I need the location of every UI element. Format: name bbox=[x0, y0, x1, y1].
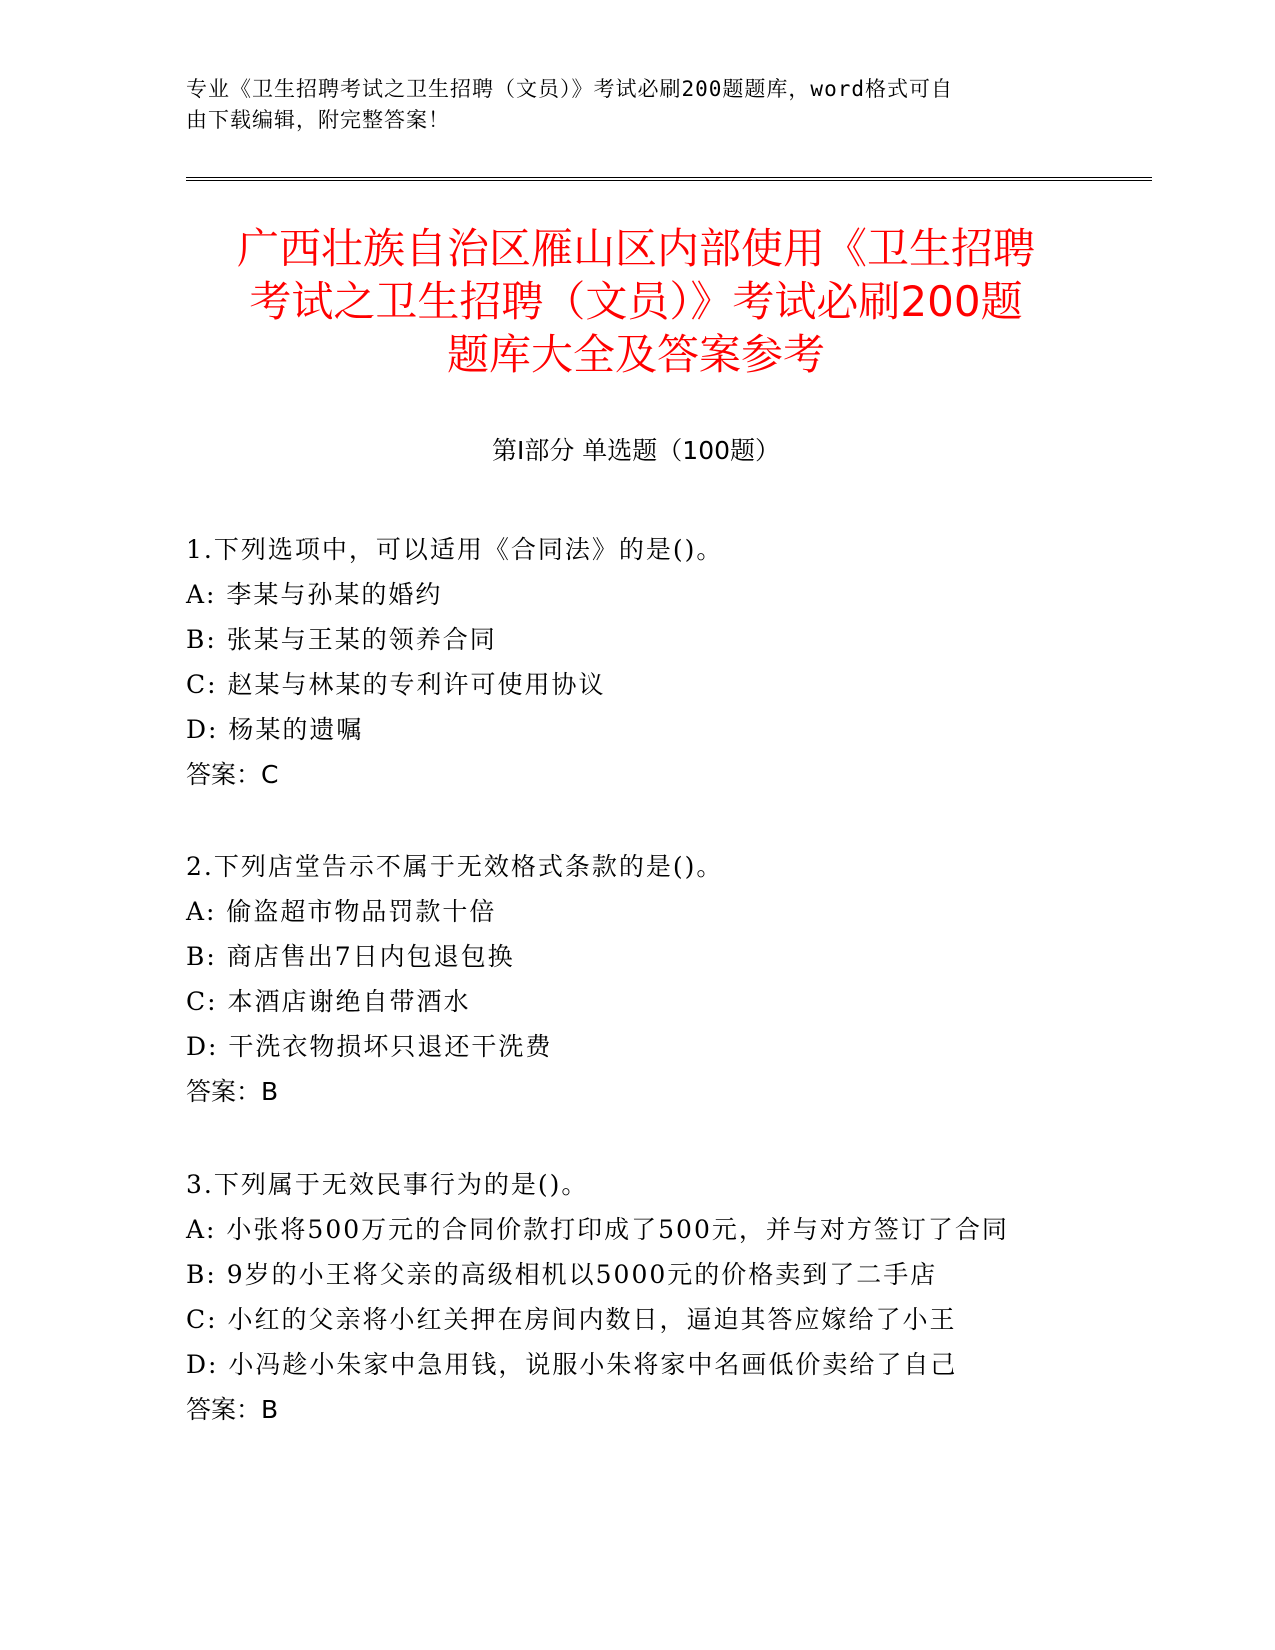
option-d: D: 杨某的遗嘱 bbox=[186, 715, 364, 744]
header-rule-top bbox=[186, 177, 1152, 178]
option-a: A: 偷盗超市物品罚款十倍 bbox=[186, 897, 497, 926]
option-d: D: 干洗衣物损坏只退还干洗费 bbox=[186, 1032, 553, 1061]
document-title bbox=[186, 222, 1086, 381]
header-note bbox=[186, 74, 1086, 136]
question-stem: 2.下列店堂告示不属于无效格式条款的是()。 bbox=[186, 852, 724, 881]
answer-line: 答案：B bbox=[186, 1077, 279, 1106]
option-b: B: 张某与王某的领养合同 bbox=[186, 625, 497, 654]
header-double-rule bbox=[186, 177, 1152, 182]
option-c: C: 本酒店谢绝自带酒水 bbox=[186, 987, 471, 1016]
header-rule-bottom bbox=[186, 180, 1152, 181]
option-b: B: 9岁的小王将父亲的高级相机以5000元的价格卖到了二手店 bbox=[186, 1260, 938, 1289]
question-2 bbox=[186, 844, 1146, 1114]
question-3 bbox=[186, 1162, 1146, 1432]
answer-line: 答案：B bbox=[186, 1395, 279, 1424]
header-note-line-2: 由下载编辑，附完整答案！ bbox=[186, 108, 450, 132]
section-title: 第Ⅰ部分 单选题（100题） bbox=[491, 436, 781, 465]
question-stem: 1.下列选项中，可以适用《合同法》的是()。 bbox=[186, 535, 724, 564]
option-a: A: 李某与孙某的婚约 bbox=[186, 580, 443, 609]
question-stem: 3.下列属于无效民事行为的是()。 bbox=[186, 1170, 589, 1199]
document-title-line-1: 广西壮族自治区雁山区内部使用《卫生招聘 bbox=[236, 224, 1035, 273]
document-title-line-2: 考试之卫生招聘（文员）》考试必刷200题 bbox=[249, 277, 1023, 326]
answer-line: 答案：C bbox=[186, 760, 279, 789]
header-note-line-1: 专业《卫生招聘考试之卫生招聘（文员）》考试必刷200题题库，word格式可自 bbox=[186, 77, 953, 101]
option-b: B: 商店售出7日内包退包换 bbox=[186, 942, 515, 971]
option-c: C: 小红的父亲将小红关押在房间内数日，逼迫其答应嫁给了小王 bbox=[186, 1305, 957, 1334]
option-d: D: 小冯趁小朱家中急用钱，说服小朱将家中名画低价卖给了自己 bbox=[186, 1350, 958, 1379]
document-title-line-3: 题库大全及答案参考 bbox=[446, 330, 825, 379]
option-c: C: 赵某与林某的专利许可使用协议 bbox=[186, 670, 606, 699]
question-1 bbox=[186, 527, 1146, 797]
option-a: A: 小张将500万元的合同价款打印成了500元，并与对方签订了合同 bbox=[186, 1215, 1009, 1244]
